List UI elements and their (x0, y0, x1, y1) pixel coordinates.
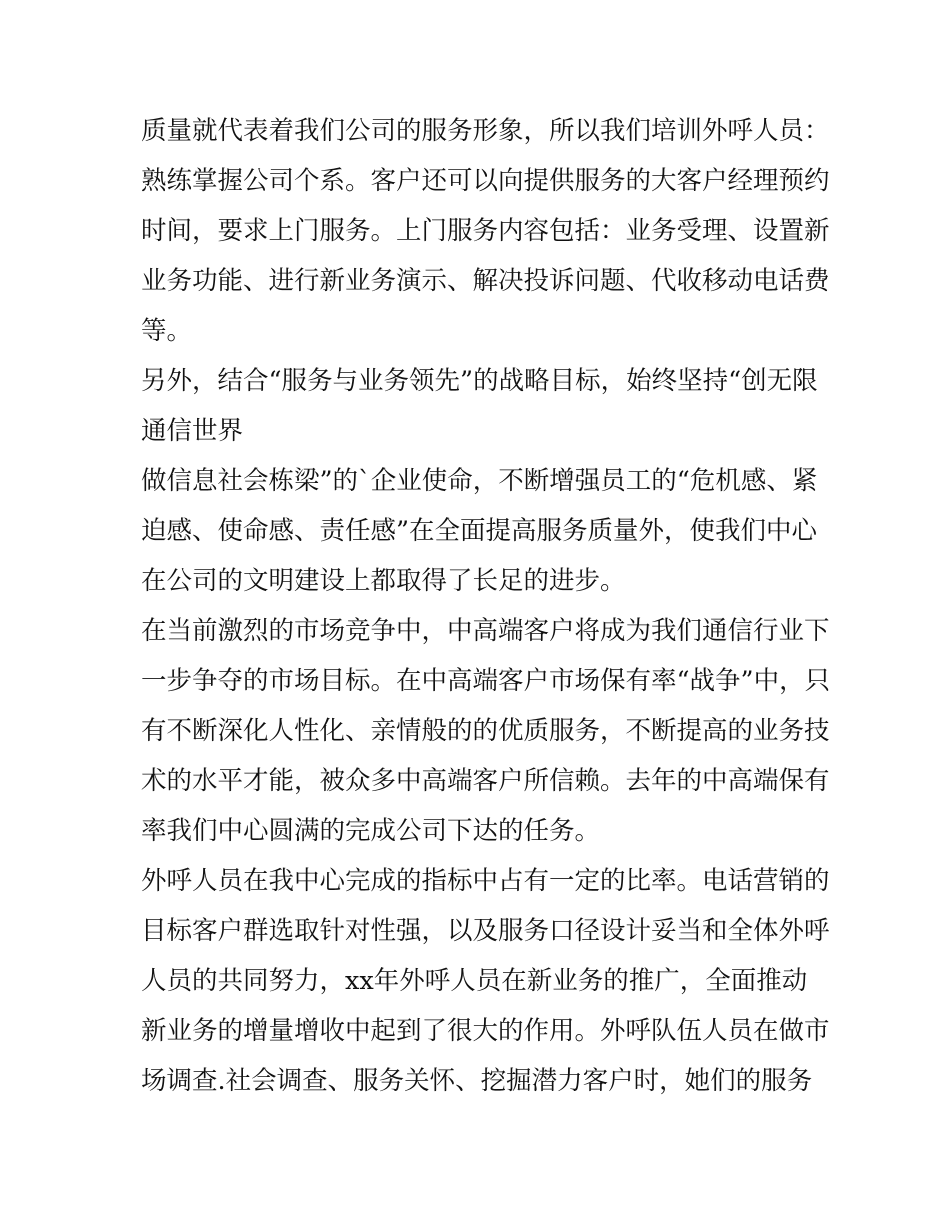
text-line: 有不断深化人性化、亲情般的的优质服务，不断提高的业务技 (141, 716, 830, 746)
text-line: 在公司的文明建设上都取得了长足的进步。 (141, 566, 626, 596)
text-line: 做信息社会栋梁”的`企业使命，不断增强员工的“危机感、紧 (141, 466, 818, 496)
text-line: 等。 (141, 316, 193, 346)
text-line: 外呼人员在我中心完成的指标中占有一定的比率。电话营销的 (141, 866, 830, 896)
text-line: 术的水平才能，被众多中高端客户所信赖。去年的中高端保有 (141, 766, 830, 796)
text-line: 人员的共同努力，xx年外呼人员在新业务的推广，全面推动 (141, 966, 808, 996)
text-line: 通信世界 (141, 416, 244, 446)
text-line: 质量就代表着我们公司的服务形象，所以我们培训外呼人员： (141, 116, 830, 146)
text-line: 迫感、使命感、责任感”在全面提高服务质量外，使我们中心 (141, 516, 818, 546)
text-line: 率我们中心圆满的完成公司下达的任务。 (141, 816, 601, 846)
text-line: 熟练掌握公司个系。客户还可以向提供服务的大客户经理预约 (141, 166, 830, 196)
text-line: 场调查.社会调查、服务关怀、挖掘潜力客户时，她们的服务 (141, 1066, 813, 1096)
document-body (141, 106, 831, 1106)
text-line: 时间，要求上门服务。上门服务内容包括：业务受理、设置新 (141, 216, 830, 246)
text-line: 目标客户群选取针对性强，以及服务口径设计妥当和全体外呼 (141, 916, 830, 946)
text-line: 在当前激烈的市场竞争中，中高端客户将成为我们通信行业下 (141, 616, 830, 646)
text-line: 一步争夺的市场目标。在中高端客户市场保有率“战争”中，只 (141, 666, 831, 696)
text-line: 另外，结合“服务与业务领先”的战略目标，始终坚持“创无限 (141, 366, 818, 396)
text-line: 新业务的增量增收中起到了很大的作用。外呼队伍人员在做市 (141, 1016, 830, 1046)
text-line: 业务功能、进行新业务演示、解决投诉问题、代收移动电话费 (141, 266, 830, 296)
